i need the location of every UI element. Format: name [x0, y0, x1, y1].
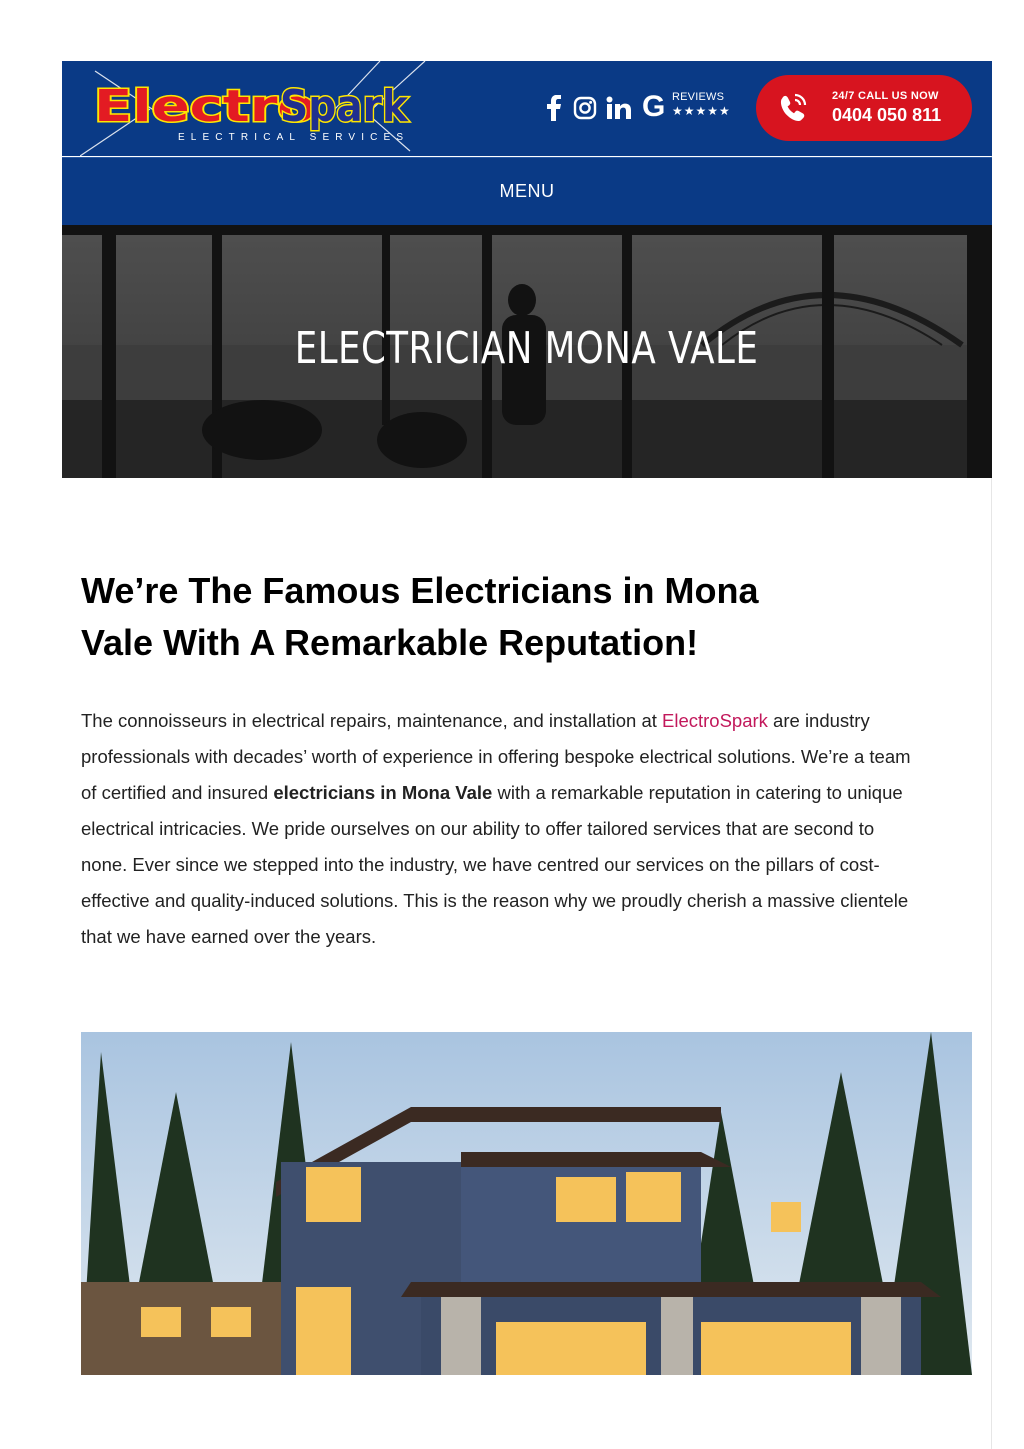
facebook-icon[interactable] [540, 91, 568, 125]
site-header [62, 61, 992, 156]
instagram-icon[interactable] [571, 91, 599, 125]
call-now-button[interactable] [756, 75, 972, 141]
call-label: 24/7 CALL US NOW [832, 90, 939, 102]
menu-button[interactable]: MENU [62, 157, 992, 225]
keyword-bold: electricians in Mona Vale [273, 782, 493, 803]
google-icon: G [642, 90, 666, 123]
google-reviews[interactable] [642, 89, 742, 129]
reviews-label: REVIEWS [672, 91, 725, 103]
intro-heading: We’re The Famous Electricians in Mona Vale With A Remarkable Reputation! [81, 570, 759, 663]
house-photo [81, 1032, 972, 1375]
page [62, 61, 992, 1449]
linkedin-icon[interactable] [605, 91, 633, 125]
intro-section [81, 565, 911, 955]
page-title: ELECTRICIAN MONA VALE [295, 323, 759, 374]
phone-icon [774, 90, 810, 126]
logo-wordmark-part2: Spark [280, 81, 410, 132]
reviews-stars: ★★★★★ [672, 104, 731, 118]
logo[interactable] [80, 61, 430, 156]
phone-number: 0404 050 811 [832, 105, 942, 125]
logo-wordmark-part1: Electro [94, 81, 316, 132]
logo-tagline: ELECTRICAL SERVICES [178, 132, 408, 143]
intro-paragraph: The connoisseurs in electrical repairs, maintenance, and installation at ElectroSpark are industry professionals with decades’ worth of experience in offering bespoke electrical solutions. We’re a team of certified and insured electricians in Mona Vale with a remarkable reputation in catering to unique electrical intricacies. We pride ourselves on our ability to offer tailored services that are second to none. Ever since we stepped into the industry, we have centred our services on the pillars of cost-effective and quality-induced solutions. This is the reason why we proudly cherish a massive clientele that we have earned over the years. [81, 710, 911, 947]
hero-banner [62, 225, 992, 478]
electrospark-link[interactable]: ElectroSpark [662, 710, 768, 731]
